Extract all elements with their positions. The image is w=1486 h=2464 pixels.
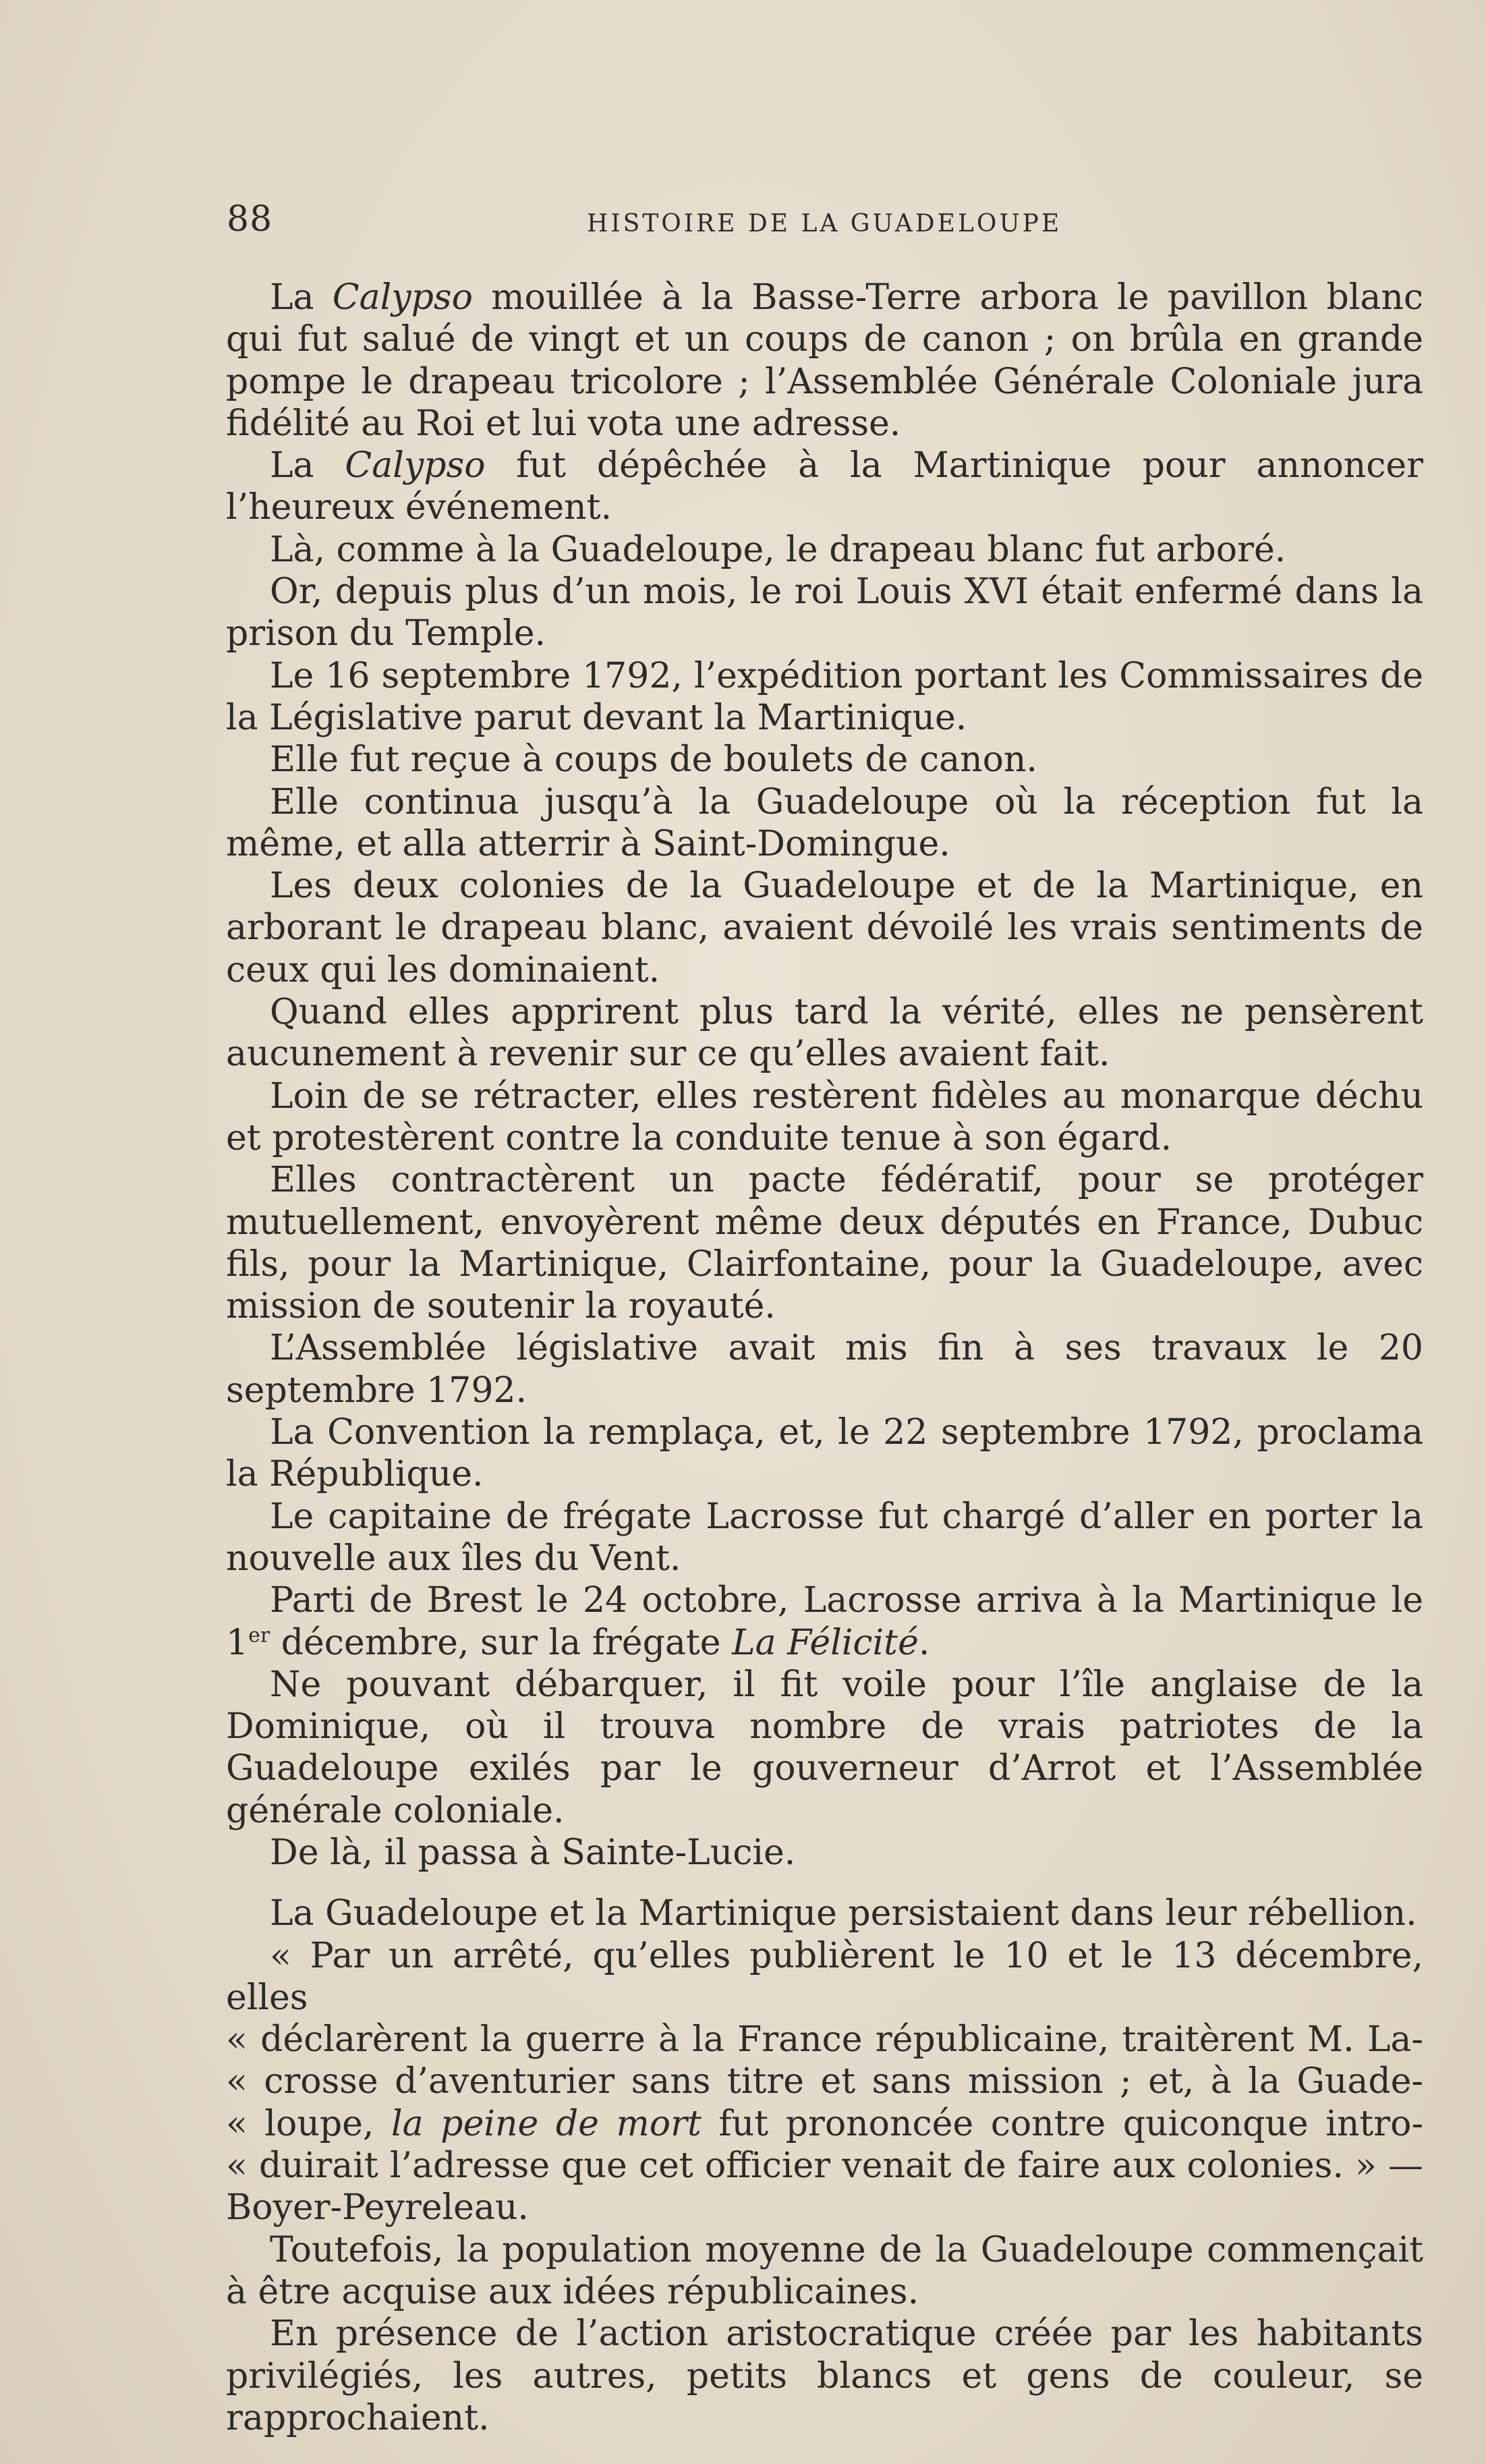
paragraph: De là, il passa à Sainte-Lucie.: [270, 1832, 796, 1873]
paragraph: La Calypso fut dépêchée à la Martinique pour annoncer l’heureux événement.: [226, 445, 1424, 528]
quote-line: « loupe, la peine de mort fut prononcée contre quiconque intro-: [226, 2103, 1424, 2144]
paragraph: Elle fut reçue à coups de boulets de canon.: [270, 739, 1037, 781]
page-number: 88: [227, 199, 273, 240]
paragraph: La Convention la remplaça, et, le 22 septembre 1792, proclama la République.: [226, 1412, 1423, 1495]
paragraph: Loin de se rétracter, elles restèrent fidèles au monarque déchu et protestèrent contre la conduite tenue à son égard.: [226, 1075, 1423, 1158]
quotation: [226, 1935, 1423, 2229]
paragraph: Quand elles apprirent plus tard la vérité, elles ne pensèrent aucunement à revenir sur ce qu’elles avaient fait.: [226, 992, 1423, 1075]
paragraph: La Calypso mouillée à la Basse-Terre arbora le pavillon blanc qui fut salué de vingt et un coups de canon ; on brûla en grande pompe le drapeau tricolore ; l’Assemblée Générale Coloniale jura fidélité au Roi et lui vota une adresse.: [226, 277, 1423, 444]
paragraph: Elles contractèrent un pacte fédératif, pour se protéger mutuellement, envoyèrent même deux députés en France, Dubuc fils, pour la Martinique, Clairfontaine, pour la Guadeloupe, avec mission de soutenir la royauté.: [226, 1160, 1423, 1327]
paragraph: Toutefois, la population moyenne de la Guadeloupe commençait à être acquise aux idées républicaines.: [226, 2229, 1423, 2312]
paragraph: Parti de Brest le 24 octobre, Lacrosse arriva à la Martinique le 1er décembre, sur la frégate La Félicité.: [226, 1580, 1423, 1663]
quote-line: « duirait l’adresse que cet officier venait de faire aux colonies. » —: [226, 2146, 1423, 2187]
running-title: HISTOIRE DE LA GUADELOUPE: [587, 210, 1062, 237]
ship-name: Calypso: [332, 277, 473, 318]
paragraph: La Guadeloupe et la Martinique persistaient dans leur rébellion.: [270, 1893, 1417, 1934]
ordinal-suffix: er: [248, 1623, 270, 1648]
quote-attribution: Boyer-Peyreleau.: [226, 2187, 529, 2229]
quote-line: « crosse d’aventurier sans titre et sans mission ; et, à la Guade-: [226, 2061, 1423, 2102]
page-header: [223, 199, 1423, 253]
ship-name: La Félicité: [732, 1622, 919, 1663]
paragraph: Ne pouvant débarquer, il fit voile pour l’île anglaise de la Dominique, où il trouva nombre de vrais patriotes de la Guadeloupe exilés par le gouverneur d’Arrot et l’Assemblée générale coloniale.: [226, 1664, 1423, 1831]
paragraph: Le capitaine de frégate Lacrosse fut chargé d’aller en porter la nouvelle aux îles du Vent.: [226, 1496, 1423, 1579]
quote-line: « Par un arrêté, qu’elles publièrent le 10 et le 13 décembre, elles: [226, 1935, 1423, 2018]
paragraph: Les deux colonies de la Guadeloupe et de la Martinique, en arborant le drapeau blanc, avaient dévoilé les vrais sentiments de ceux qui les dominaient.: [226, 866, 1423, 990]
paragraph: Elle continua jusqu’à la Guadeloupe où la réception fut la même, et alla atterrir à Saint-Domingue.: [226, 781, 1423, 864]
paragraph: En présence de l’action aristocratique créée par les habitants privilégiés, les autres, petits blancs et gens de couleur, se rapprochaient.: [226, 2314, 1423, 2438]
body-text: [226, 277, 1423, 2439]
ship-name: Calypso: [345, 445, 486, 486]
quote-line: « déclarèrent la guerre à la France républicaine, traitèrent M. La-: [226, 2019, 1423, 2061]
paragraph: Le 16 septembre 1792, l’expédition portant les Commissaires de la Législative parut devant la Martinique.: [226, 655, 1423, 738]
paragraph: Là, comme à la Guadeloupe, le drapeau blanc fut arboré.: [270, 529, 1286, 570]
paragraph: L’Assemblée législative avait mis fin à ses travaux le 20 septembre 1792.: [226, 1328, 1423, 1411]
paragraph: Or, depuis plus d’un mois, le roi Louis XVI était enfermé dans la prison du Temple.: [226, 571, 1423, 654]
